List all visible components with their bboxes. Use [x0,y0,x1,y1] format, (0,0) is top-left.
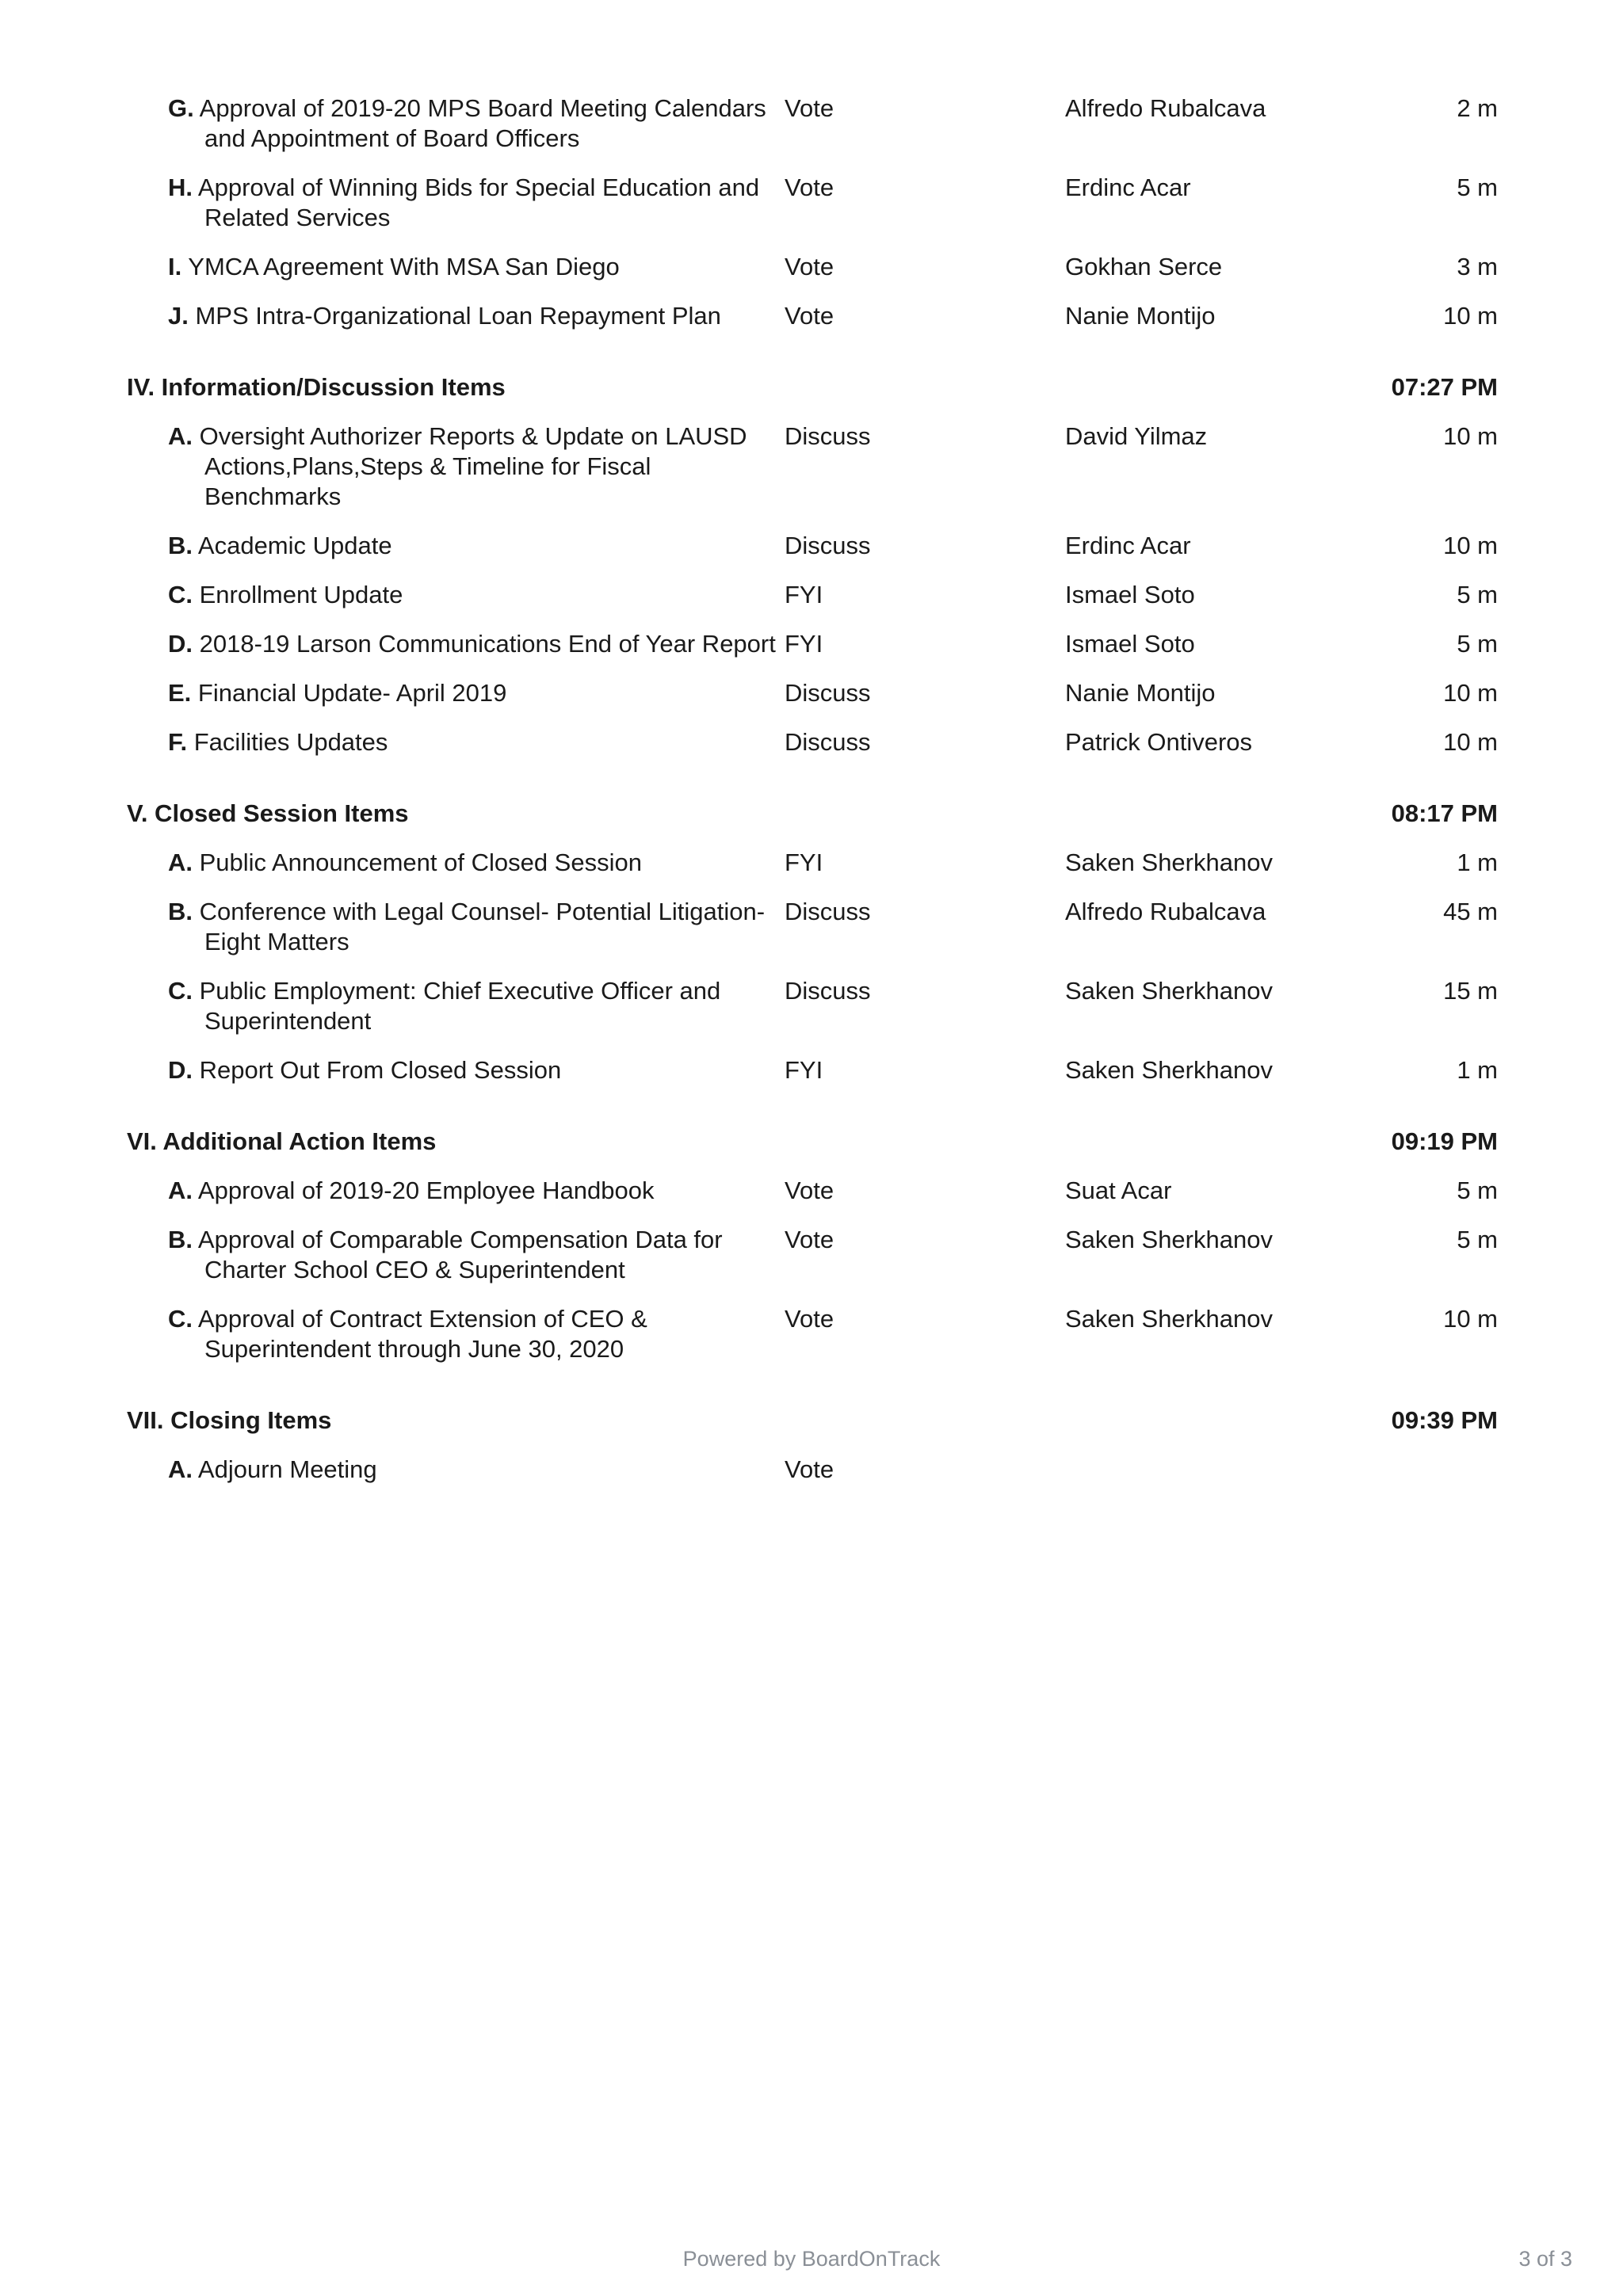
agenda-item-title-cell [127,976,785,1036]
agenda-item-purpose: Vote [785,1226,834,1253]
agenda-item-duration: 3 m [1457,253,1498,280]
agenda-item-letter: C. [168,581,193,608]
agenda-item-title: Oversight Authorizer Reports & Update on LAUSD Actions,Plans,Steps & Timeline for Fiscal Benchmarks [199,422,747,510]
agenda-item [127,1304,1498,1364]
agenda-item-title-cell [127,1176,785,1206]
agenda-item [127,848,1498,878]
section-title: IV. Information/Discussion Items [127,373,506,401]
agenda-item [127,301,1498,331]
agenda-item-letter: C. [168,977,193,1005]
agenda-item-title-wrap [168,531,785,561]
agenda-item-title-cell [127,531,785,561]
agenda-item [127,531,1498,561]
agenda-item-duration: 10 m [1443,422,1498,450]
agenda-item-presenter: Saken Sherkhanov [1065,849,1273,876]
agenda-item-title-wrap [168,897,785,957]
agenda-item-purpose: Vote [785,1455,834,1483]
agenda-item-duration: 1 m [1457,849,1498,876]
agenda-item [127,678,1498,708]
agenda-item-presenter: David Yilmaz [1065,422,1208,450]
agenda-item-title-cell [127,848,785,878]
agenda-item-title-cell [127,301,785,331]
agenda-item-letter: A. [168,1177,193,1204]
agenda-item-title-cell [127,897,785,957]
agenda-item-purpose: FYI [785,630,823,658]
section-time: 08:17 PM [1391,799,1498,827]
agenda-item-duration: 2 m [1457,94,1498,122]
agenda-item-title-wrap [168,976,785,1036]
agenda-item-letter: A. [168,422,193,450]
agenda-item-presenter: Erdinc Acar [1065,532,1191,559]
powered-by-text: Powered by BoardOnTrack [682,2247,941,2271]
agenda-item-duration: 10 m [1443,728,1498,756]
agenda-item-title-cell [127,252,785,282]
agenda-item-title: Approval of 2019-20 MPS Board Meeting Calendars and Appointment of Board Officers [199,94,766,152]
agenda-item [127,727,1498,757]
agenda-item-letter: B. [168,898,193,925]
agenda-item [127,580,1498,610]
section-header [127,1127,1498,1157]
agenda-item-letter: J. [168,302,189,330]
agenda-item-purpose: Vote [785,94,834,122]
agenda-item-presenter: Patrick Ontiveros [1065,728,1253,756]
section-header [127,372,1498,402]
agenda-item-purpose: Vote [785,1177,834,1204]
agenda-item-title: Enrollment Update [199,581,403,608]
agenda-item-title-cell [127,1304,785,1364]
agenda-item-purpose: Discuss [785,532,871,559]
section-time: 07:27 PM [1391,373,1498,401]
section-time: 09:39 PM [1391,1406,1498,1434]
agenda-item-duration: 5 m [1457,581,1498,608]
agenda-item-letter: I. [168,253,182,280]
agenda-item-presenter: Ismael Soto [1065,581,1195,608]
agenda-item-title-cell [127,727,785,757]
agenda-item-title-wrap [168,678,785,708]
agenda-item-title-wrap [168,173,785,233]
agenda-item-presenter: Alfredo Rubalcava [1065,898,1266,925]
agenda-item-title: Facilities Updates [193,728,388,756]
agenda-item-purpose: FYI [785,581,823,608]
agenda-item-duration: 15 m [1443,977,1498,1005]
agenda-item-presenter: Saken Sherkhanov [1065,1056,1273,1084]
agenda-item-title: Conference with Legal Counsel- Potential Litigation- Eight Matters [199,898,766,955]
agenda-item [127,421,1498,512]
agenda-item-purpose: Discuss [785,977,871,1005]
agenda-item-purpose: FYI [785,849,823,876]
page-number: 3 of 3 [1518,2247,1572,2271]
agenda-item [127,252,1498,282]
agenda-item-title: Financial Update- April 2019 [197,679,507,707]
agenda-item [127,629,1498,659]
agenda-item-letter: D. [168,1056,193,1084]
agenda-item-letter: A. [168,1455,193,1483]
agenda-item-title-cell [127,173,785,233]
agenda-item-title-cell [127,678,785,708]
agenda-item-title: Approval of Winning Bids for Special Education and Related Services [197,174,760,231]
agenda-item-purpose: Discuss [785,679,871,707]
agenda-item-purpose: FYI [785,1056,823,1084]
agenda-item-presenter: Saken Sherkhanov [1065,1226,1273,1253]
agenda-item-presenter: Nanie Montijo [1065,302,1216,330]
agenda-item-duration: 10 m [1443,302,1498,330]
agenda-item-presenter: Ismael Soto [1065,630,1195,658]
agenda-item-title: Academic Update [197,532,392,559]
agenda-item-purpose: Vote [785,174,834,201]
agenda-item-title: Approval of Comparable Compensation Data for Charter School CEO & Superintendent [197,1226,723,1283]
agenda-item-presenter: Nanie Montijo [1065,679,1216,707]
agenda-item-presenter: Gokhan Serce [1065,253,1223,280]
agenda-item-duration: 45 m [1443,898,1498,925]
agenda-item-letter: E. [168,679,192,707]
agenda-item-duration: 5 m [1457,174,1498,201]
agenda-item-duration: 10 m [1443,679,1498,707]
agenda-item-letter: D. [168,630,193,658]
agenda-item [127,173,1498,233]
agenda-item-title: 2018-19 Larson Communications End of Year Report [199,630,776,658]
agenda-item-letter: B. [168,532,193,559]
agenda-item-title: Approval of Contract Extension of CEO & Superintendent through June 30, 2020 [197,1305,647,1363]
agenda-item [127,897,1498,957]
agenda-item [127,1455,1498,1485]
agenda-item-title: Report Out From Closed Session [199,1056,562,1084]
agenda-item-title-cell [127,1455,785,1485]
agenda-item-purpose: Discuss [785,728,871,756]
agenda-item-purpose: Vote [785,1305,834,1333]
agenda-item-duration: 5 m [1457,630,1498,658]
agenda-item-purpose: Vote [785,302,834,330]
agenda-item-duration: 10 m [1443,532,1498,559]
agenda-item-title: Adjourn Meeting [197,1455,377,1483]
section-title: VII. Closing Items [127,1406,332,1434]
agenda-item-presenter: Saken Sherkhanov [1065,1305,1273,1333]
section-header [127,1405,1498,1436]
agenda-item-title-wrap [168,421,785,512]
agenda-item-title-wrap [168,1304,785,1364]
agenda-item-title: Public Employment: Chief Executive Officer and Superintendent [199,977,721,1035]
agenda-item-title: Approval of 2019-20 Employee Handbook [197,1177,655,1204]
agenda-list [127,93,1498,1504]
agenda-item-presenter: Alfredo Rubalcava [1065,94,1266,122]
agenda-item-title-cell [127,580,785,610]
agenda-item-title-wrap [168,1055,785,1085]
agenda-item-duration: 5 m [1457,1177,1498,1204]
agenda-item-title-wrap [168,93,785,154]
agenda-item-letter: G. [168,94,194,122]
agenda-item [127,1176,1498,1206]
section-title: V. Closed Session Items [127,799,409,827]
agenda-item-duration: 10 m [1443,1305,1498,1333]
agenda-item-title-wrap [168,1176,785,1206]
agenda-item-title-cell [127,93,785,154]
agenda-item-purpose: Vote [785,253,834,280]
agenda-item-title-wrap [168,727,785,757]
agenda-item-letter: B. [168,1226,193,1253]
agenda-item-title-wrap [168,629,785,659]
agenda-item-purpose: Discuss [785,422,871,450]
agenda-item-letter: C. [168,1305,193,1333]
section-header [127,799,1498,829]
agenda-item-title: YMCA Agreement With MSA San Diego [188,253,620,280]
agenda-item [127,976,1498,1036]
agenda-item-presenter: Suat Acar [1065,1177,1172,1204]
agenda-item-title-cell [127,421,785,512]
agenda-item-duration: 1 m [1457,1056,1498,1084]
agenda-item-title: Public Announcement of Closed Session [199,849,642,876]
agenda-item-purpose: Discuss [785,898,871,925]
agenda-item-presenter: Erdinc Acar [1065,174,1191,201]
agenda-item-title-cell [127,629,785,659]
agenda-item-presenter: Saken Sherkhanov [1065,977,1273,1005]
agenda-item-letter: A. [168,849,193,876]
agenda-item-title-cell [127,1225,785,1285]
agenda-item-title-wrap [168,1225,785,1285]
agenda-item-title-wrap [168,301,785,331]
agenda-item [127,93,1498,154]
section-title: VI. Additional Action Items [127,1127,437,1155]
agenda-item-title-wrap [168,848,785,878]
agenda-item-title-cell [127,1055,785,1085]
agenda-item-letter: F. [168,728,188,756]
agenda-item-title: MPS Intra-Organizational Loan Repayment Plan [195,302,721,330]
agenda-item-title-wrap [168,1455,785,1485]
agenda-item-title-wrap [168,580,785,610]
agenda-item [127,1225,1498,1285]
agenda-item [127,1055,1498,1085]
agenda-item-letter: H. [168,174,193,201]
agenda-item-title-wrap [168,252,785,282]
agenda-item-duration: 5 m [1457,1226,1498,1253]
section-time: 09:19 PM [1391,1127,1498,1155]
